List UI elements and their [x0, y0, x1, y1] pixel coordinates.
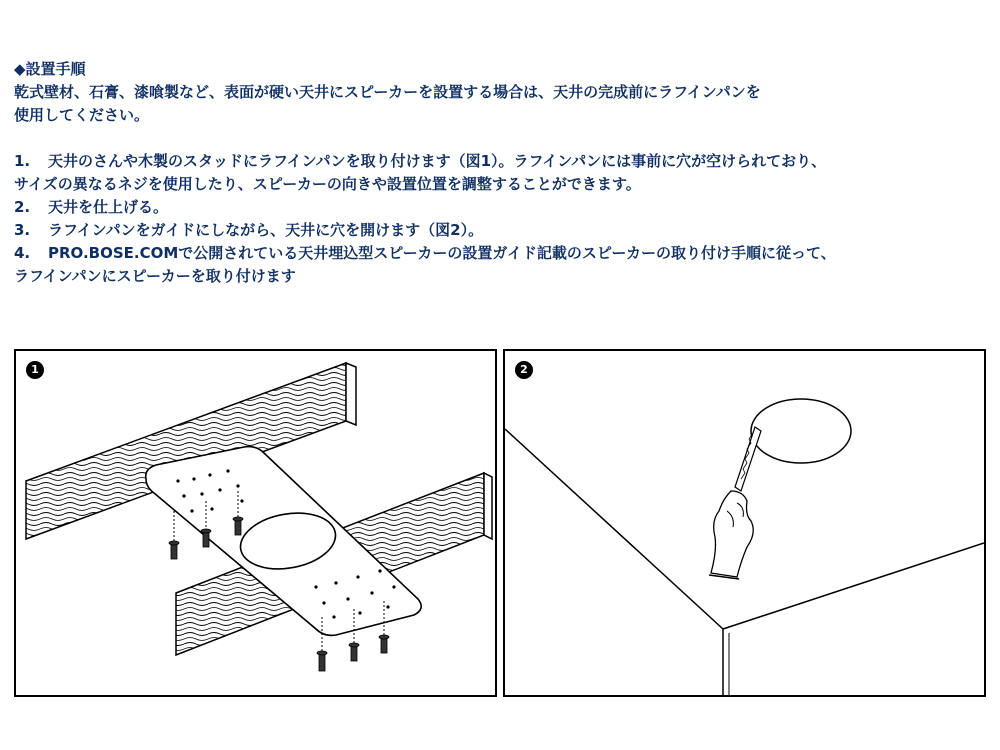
step-text: 天井を仕上げる。	[48, 198, 169, 216]
spacer	[14, 127, 989, 150]
step-1-continued: サイズの異なるネジを使用したり、スピーカーの向きや設置位置を調整することができます。	[14, 175, 641, 193]
ceiling-edge-right	[723, 543, 984, 629]
step-text: PRO.BOSE.COMで公開されている天井埋込型スピーカーの設置ガイド記載のスピーカーの取り付け手順に従って、	[48, 244, 836, 262]
step-text: ラフインパンをガイドにしながら、天井に穴を開けます（図2）。	[48, 221, 484, 239]
step-4	[14, 242, 989, 265]
lower-stud-side	[484, 473, 492, 539]
step-3	[14, 219, 989, 242]
ceiling-cutting-illustration	[505, 351, 984, 695]
drywall-saw-blade	[735, 427, 761, 491]
ceiling-hole	[751, 399, 851, 463]
step-number: 3.	[14, 221, 31, 239]
figure-2-panel	[503, 349, 986, 697]
figure-1-panel	[14, 349, 497, 697]
step-4-continued: ラフインパンにスピーカーを取り付けます	[14, 267, 296, 285]
intro-line-2: 使用してください。	[14, 106, 150, 124]
figure-1-badge: 1	[26, 361, 44, 379]
intro-line-1: 乾式壁材、石膏、漆喰製など、表面が硬い天井にスピーカーを設置する場合は、天井の完成前にラフインパンを	[14, 83, 761, 101]
section-heading: ◆設置手順	[14, 60, 86, 78]
rough-in-pan-illustration	[16, 351, 495, 695]
step-number: 4.	[14, 244, 31, 262]
step-1	[14, 150, 989, 173]
figure-2-badge: 2	[515, 361, 533, 379]
step-number: 1.	[14, 152, 31, 170]
step-number: 2.	[14, 198, 31, 216]
step-text: 天井のさんや木製のスタッドにラフインパンを取り付けます（図1）。ラフインパンには事前に穴が空けられており、	[48, 152, 827, 170]
step-2	[14, 196, 989, 219]
ceiling-edge-left	[505, 429, 723, 629]
instructions-text	[14, 58, 989, 288]
hand	[711, 491, 753, 577]
upper-stud-side	[346, 363, 356, 425]
